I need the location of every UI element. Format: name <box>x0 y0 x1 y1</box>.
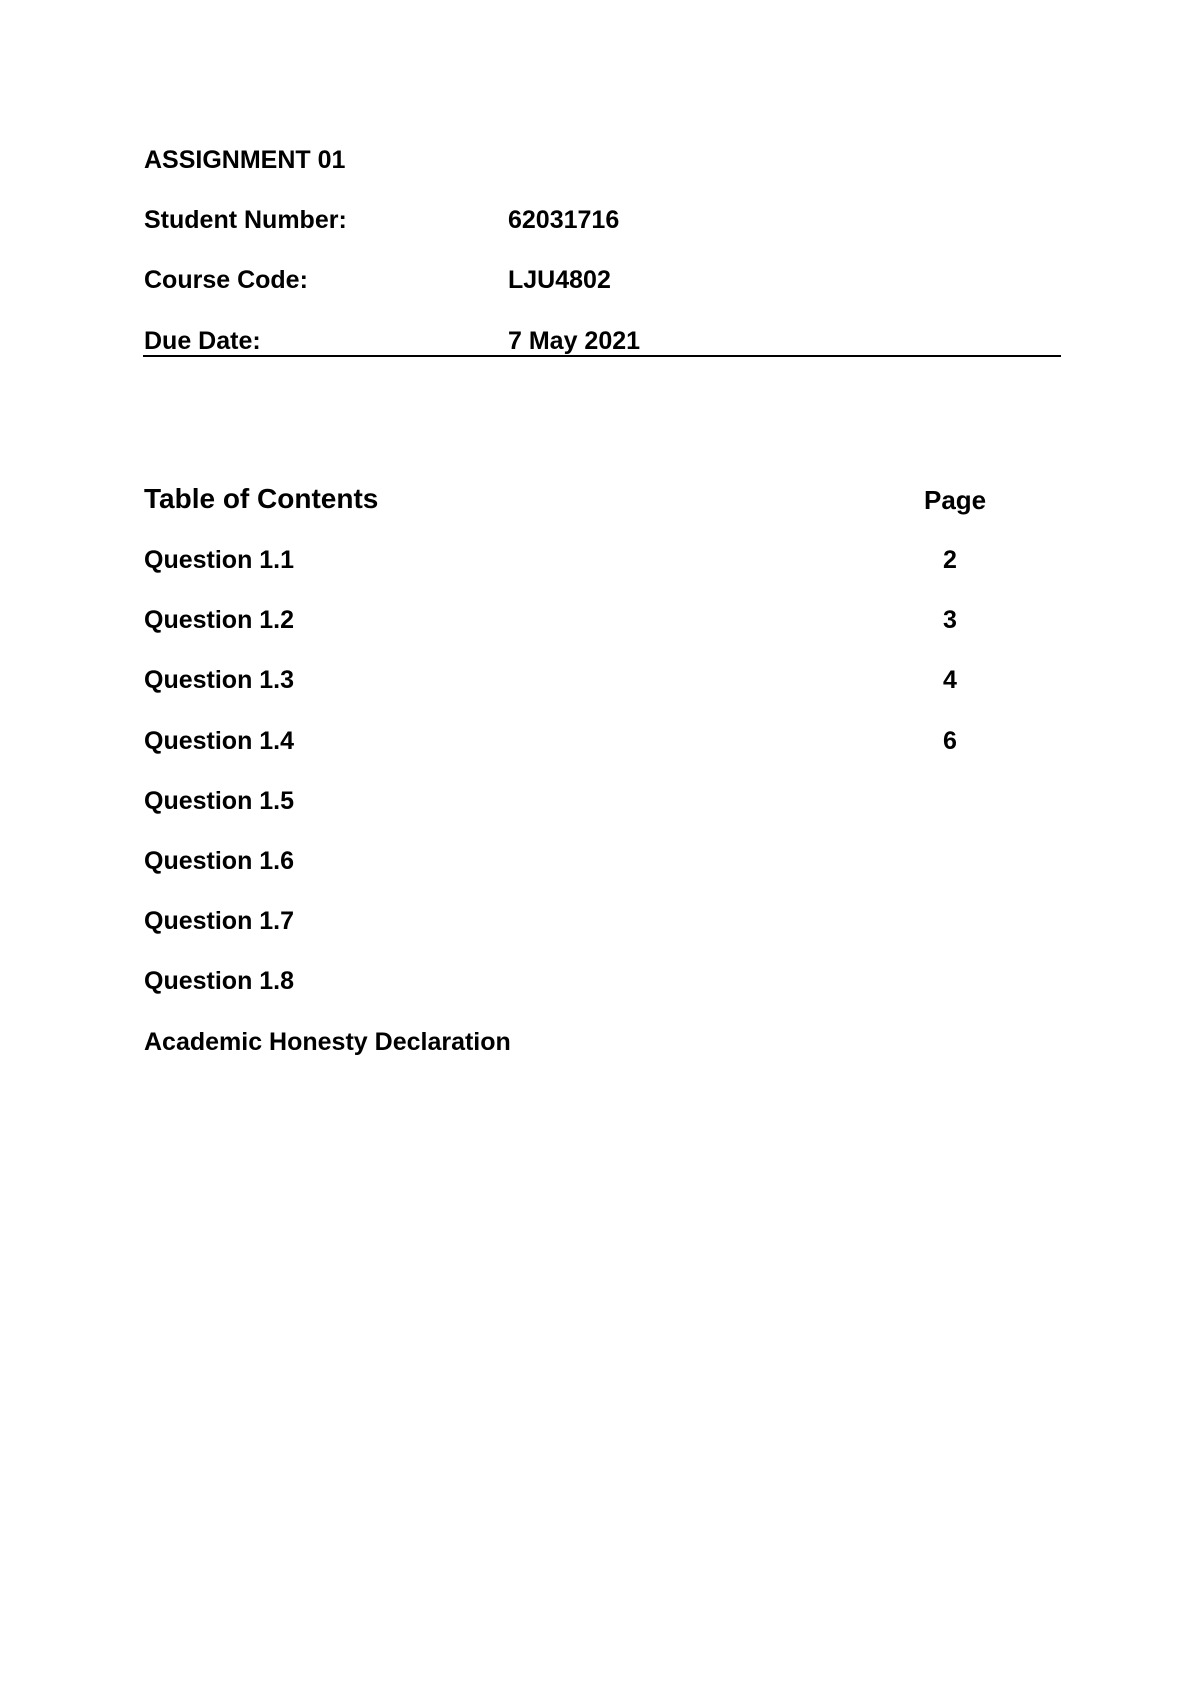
toc-entry-page: 6 <box>943 726 957 755</box>
student-number-label: Student Number: <box>144 206 347 234</box>
toc-entry-label: Question 1.8 <box>144 967 295 996</box>
toc-entry-page: 4 <box>943 666 957 695</box>
header-divider <box>143 355 1061 357</box>
toc-heading: Table of Contents <box>144 483 379 514</box>
toc-entry-question-1-5[interactable] <box>144 786 1004 846</box>
toc-entry-label: Question 1.7 <box>144 907 295 936</box>
toc-entry-question-1-2[interactable] <box>144 605 1004 665</box>
toc-entry-label: Question 1.2 <box>144 606 295 635</box>
student-number-value: 62031716 <box>508 206 620 234</box>
toc-entry-question-1-8[interactable] <box>144 966 1004 1026</box>
toc-entry-page: 3 <box>943 606 957 635</box>
toc-entry-question-1-6[interactable] <box>144 846 1004 906</box>
toc-entry-question-1-7[interactable] <box>144 906 1004 966</box>
assignment-title: ASSIGNMENT 01 <box>144 146 346 174</box>
toc-entry-label: Question 1.3 <box>144 666 295 695</box>
toc-entry-label: Academic Honesty Declaration <box>144 1027 511 1056</box>
toc-list <box>144 545 1004 1087</box>
due-date-value: 7 May 2021 <box>508 327 641 355</box>
course-code-label: Course Code: <box>144 266 308 294</box>
toc-entry-academic-honesty-declaration[interactable] <box>144 1027 1004 1087</box>
toc-entry-question-1-3[interactable] <box>144 665 1004 725</box>
toc-entry-label: Question 1.4 <box>144 726 295 755</box>
toc-entry-question-1-4[interactable] <box>144 726 1004 786</box>
toc-page-heading: Page <box>924 485 987 515</box>
toc-entry-question-1-1[interactable] <box>144 545 1004 605</box>
due-date-label: Due Date: <box>144 327 261 355</box>
course-code-value: LJU4802 <box>508 266 611 294</box>
toc-entry-page: 2 <box>943 546 957 574</box>
toc-entry-label: Question 1.5 <box>144 786 295 815</box>
toc-entry-label: Question 1.1 <box>144 546 295 574</box>
toc-entry-label: Question 1.6 <box>144 846 295 875</box>
